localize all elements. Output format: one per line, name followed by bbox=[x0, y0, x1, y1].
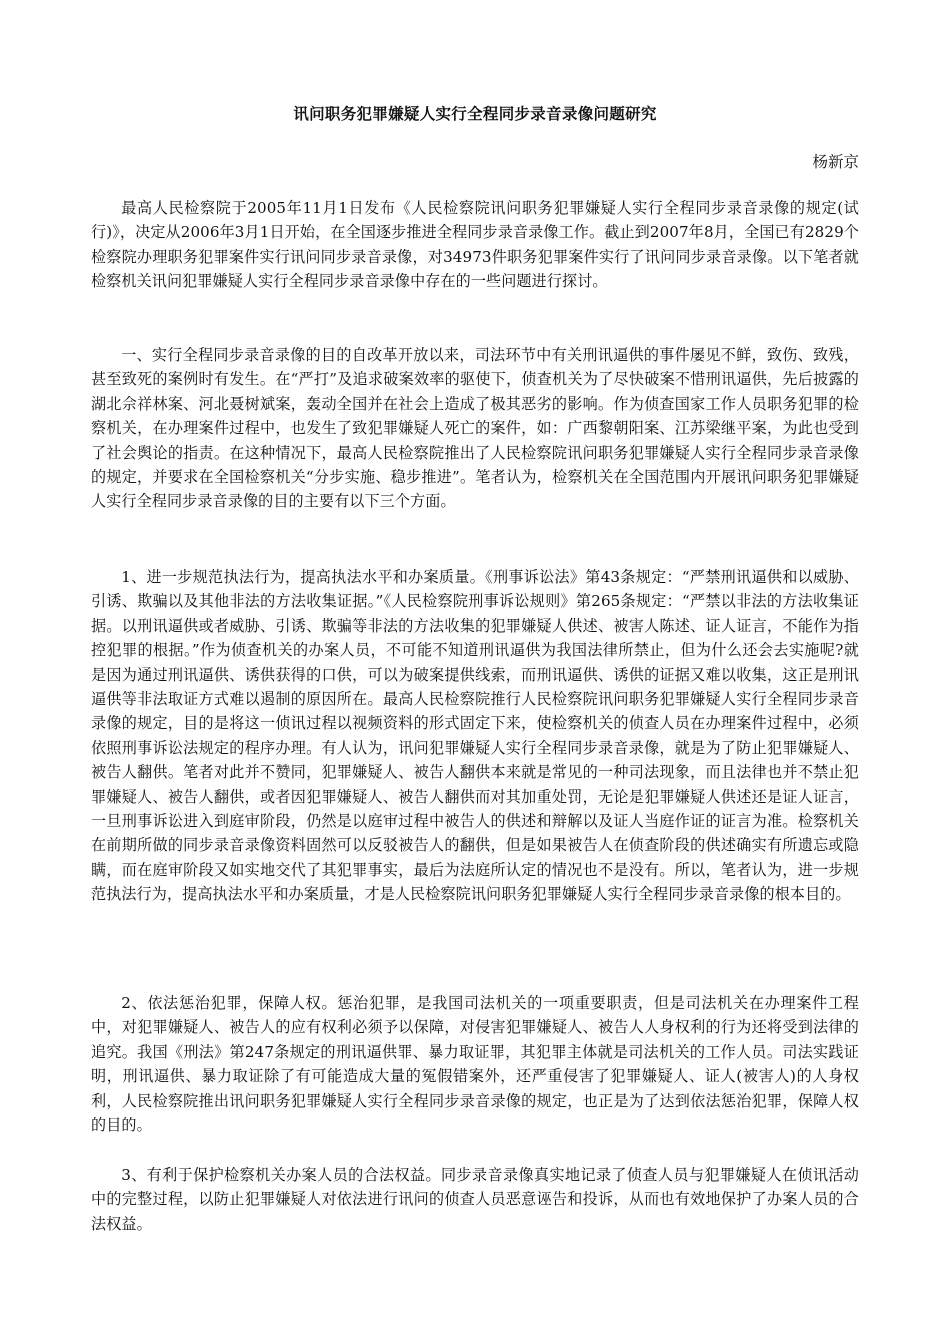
author-name: 杨新京 bbox=[812, 153, 859, 171]
paragraph-point-2: 2、依法惩治犯罪，保障人权。惩治犯罪，是我国司法机关的一项重要职责，但是司法机关在办理案件工程中，对犯罪嫌疑人、被告人的应有权利必须予以保障，对侵害犯罪嫌疑人、被告人人身权利的行为还将受到法律的追究。我国《刑法》第247条规定的刑讯逼供罪、暴力取证罪，其犯罪主体就是司法机关的工作人员。司法实践证明，刑讯逼供、暴力取证除了有可能造成大量的冤假错案外，还严重侵害了犯罪嫌疑人、证人(被害人)的人身权利，人民检察院推出讯问职务犯罪嫌疑人实行全程同步录音录像的规定，也正是为了达到依法惩治犯罪，保障人权的目的。 bbox=[91, 994, 859, 1135]
paragraph-intro: 最高人民检察院于2005年11月1日发布《人民检察院讯问职务犯罪嫌疑人实行全程同步录音录像的规定(试行)》，决定从2006年3月1日开始，在全国逐步推进全程同步录音录像工作。截止到2007年8月，全国已有2829个检察院办理职务犯罪案件实行讯问同步录音录像，对34973件职务犯罪案件实行了讯问同步录音录像。以下笔者就检察机关讯问犯罪嫌疑人实行全程同步录音录像中存在的一些问题进行探讨。 bbox=[91, 199, 859, 291]
paragraph-point-1: 1、进一步规范执法行为，提高执法水平和办案质量。《刑事诉讼法》第43条规定：“严禁刑讯逼供和以威胁、引诱、欺骗以及其他非法的方法收集证据。”《人民检察院刑事诉讼规则》第265条规定：“严禁以非法的方法收集证据。以刑讯逼供或者威胁、引诱、欺骗等非法的方法收集的犯罪嫌疑人供述、被害人陈述、证人证言，不能作为指控犯罪的根据。”作为侦查机关的办案人员，不可能不知道刑讯逼供为我国法律所禁止，但为什么还会去实施呢?就是因为通过刑讯逼供、诱供获得的口供，可以为破案提供线索，而刑讯逼供、诱供的证据又难以收集，这正是刑讯逼供等非法取证方式难以遏制的原因所在。最高人民检察院推行人民检察院讯问职务犯罪嫌疑人实行全程同步录音录像的规定，目的是将这一侦讯过程以视频资料的形式固定下来，使检察机关的侦查人员在办理案件过程中，必须依照刑事诉讼法规定的程序办理。有人认为，讯问犯罪嫌疑人实行全程同步录音录像，就是为了防止犯罪嫌疑人、被告人翻供。笔者对此并不赞同，犯罪嫌疑人、被告人翻供本来就是常见的一种司法现象，而且法律也并不禁止犯罪嫌疑人、被告人翻供，或者因犯罪嫌疑人、被告人翻供而对其加重处罚，无论是犯罪嫌疑人供述还是证人证言，一旦刑事诉讼进入到庭审阶段，仍然是以庭审过程中被告人的供述和辩解以及证人当庭作证的证言为准。检察机关在前期所做的同步录音录像资料固然可以反驳被告人的翻供，但是如果被告人在侦查阶段的供述确实有所遗忘或隐瞒，而在庭审阶段又如实地交代了其犯罪事实，最后为法庭所认定的情况也不是没有。所以，笔者认为，进一步规范执法行为，提高执法水平和办案质量，才是人民检察院讯问职务犯罪嫌疑人实行全程同步录音录像的根本目的。 bbox=[91, 568, 859, 904]
document-page bbox=[91, 0, 859, 1344]
document-title: 讯问职务犯罪嫌疑人实行全程同步录音录像问题研究 bbox=[293, 105, 657, 123]
paragraph-section-1: 一、实行全程同步录音录像的目的自改革开放以来，司法环节中有关刑讯逼供的事件屡见不鲜，致伤、致残，甚至致死的案例时有发生。在“严打”及追求破案效率的驱使下，侦查机关为了尽快破案不惜刑讯逼供，先后披露的湖北佘祥林案、河北聂树斌案，轰动全国并在社会上造成了极其恶劣的影响。作为侦查国家工作人员职务犯罪的检察机关，在办理案件过程中，也发生了致犯罪嫌疑人死亡的案件，如：广西黎朝阳案、江苏梁继平案，为此也受到了社会舆论的指责。在这种情况下，最高人民检察院推出了人民检察院讯问职务犯罪嫌疑人实行全程同步录音录像的规定，并要求在全国检察机关“分步实施、稳步推进”。笔者认为，检察机关在全国范围内开展讯问职务犯罪嫌疑人实行全程同步录音录像的目的主要有以下三个方面。 bbox=[91, 346, 859, 511]
paragraph-point-3: 3、有利于保护检察机关办案人员的合法权益。同步录音录像真实地记录了侦查人员与犯罪嫌疑人在侦讯活动中的完整过程，以防止犯罪嫌疑人对依法进行讯问的侦查人员恶意诬告和投诉，从而也有效地保护了办案人员的合法权益。 bbox=[91, 1166, 859, 1233]
